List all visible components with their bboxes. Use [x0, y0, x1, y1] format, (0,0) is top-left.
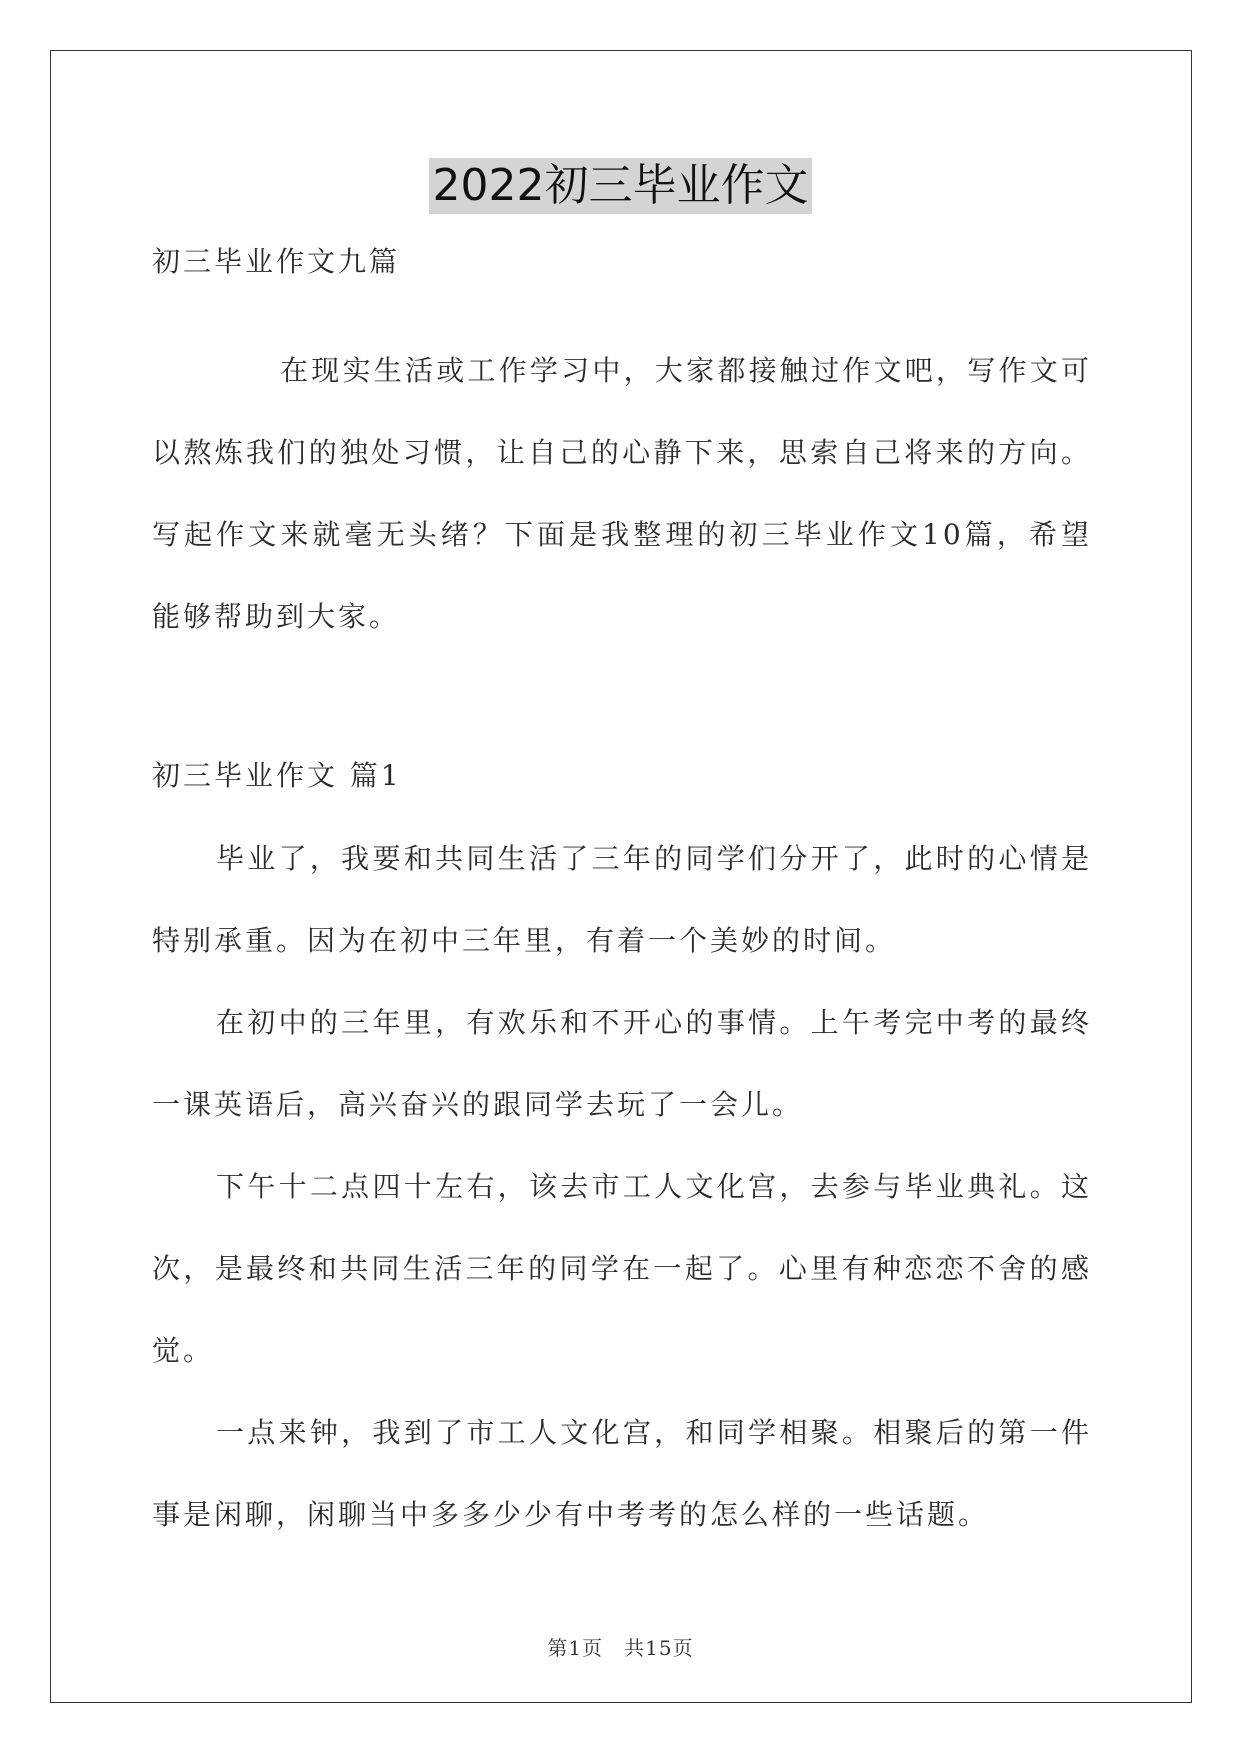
body-paragraph: 一点来钟，我到了市工人文化宫，和同学相聚。相聚后的第一件事是闲聊，闲聊当中多多少少有中考考的怎么样的一些话题。 [152, 1416, 1092, 1531]
title-wrap [0, 158, 1241, 214]
page-number: 第1页 共15页 [547, 1636, 694, 1660]
body-paragraph: 毕业了，我要和共同生活了三年的同学们分开了，此时的心情是特别承重。因为在初中三年里，有着一个美妙的时间。 [152, 842, 1092, 957]
section-body [152, 818, 1092, 1556]
document-subtitle: 初三毕业作文九篇 [152, 245, 401, 278]
intro-paragraph: 在现实生活或工作学习中，大家都接触过作文吧，写作文可以熬炼我们的独处习惯，让自己的心静下来，思索自己将来的方向。写起作文来就毫无头绪？下面是我整理的初三毕业作文10篇，希望能够帮助到大家。 [152, 354, 1092, 633]
section-heading: 初三毕业作文 篇1 [152, 759, 402, 792]
body-paragraph: 下午十二点四十左右，该去市工人文化宫，去参与毕业典礼。这次，是最终和共同生活三年的同学在一起了。心里有种恋恋不舍的感觉。 [152, 1170, 1092, 1367]
intro-paragraph-block [152, 330, 1092, 658]
body-paragraph: 在初中的三年里，有欢乐和不开心的事情。上午考完中考的最终一课英语后，高兴奋兴的跟同学去玩了一会儿。 [152, 1006, 1092, 1121]
document-title: 2022初三毕业作文 [429, 158, 813, 214]
document-body [152, 232, 1092, 1556]
